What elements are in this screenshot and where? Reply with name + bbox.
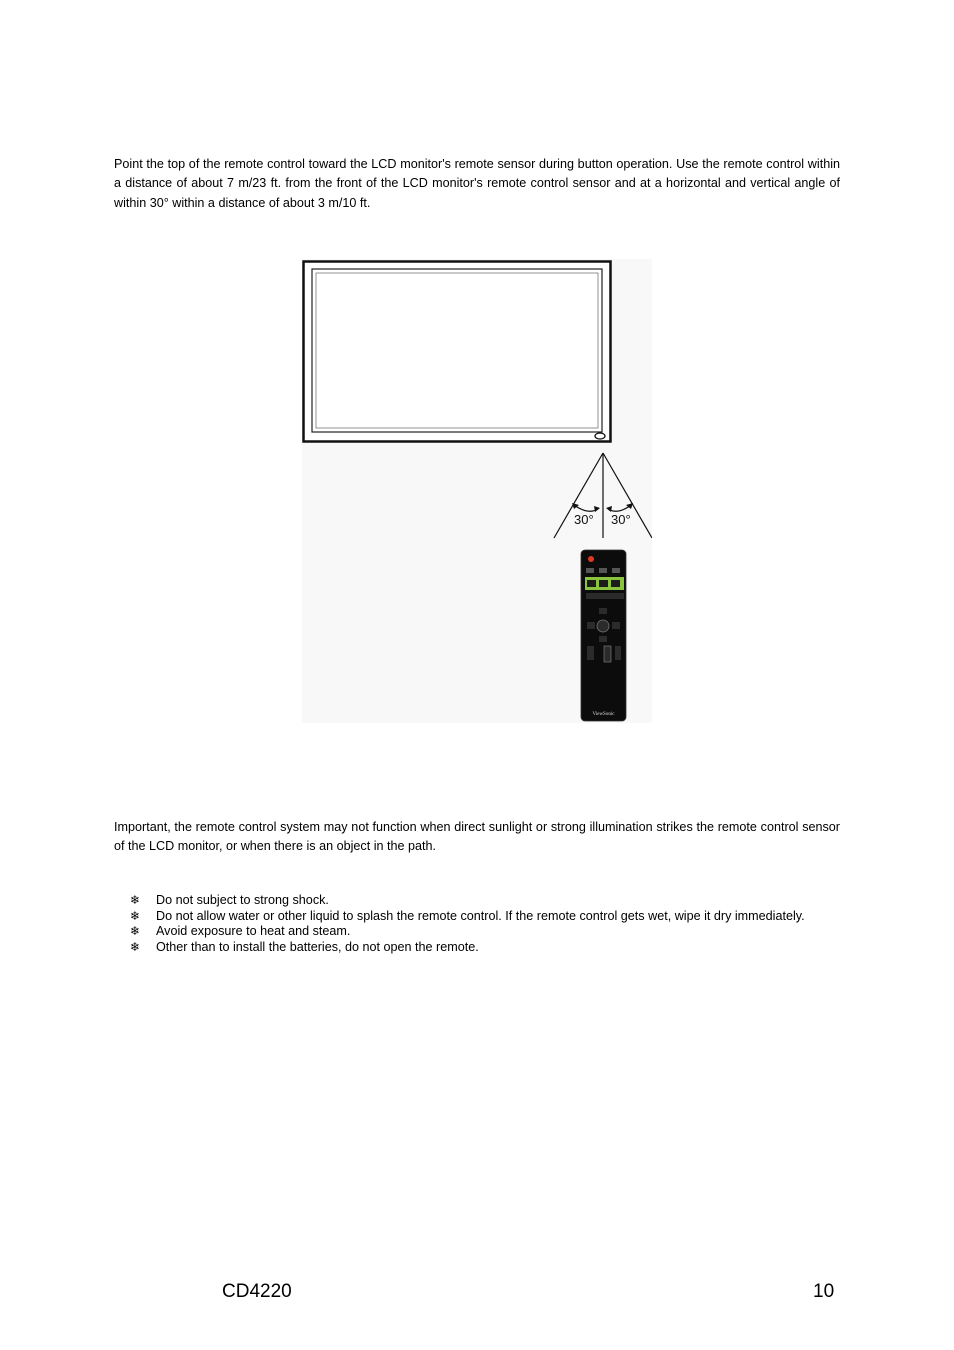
snowflake-bullet-icon: ❄ [129, 939, 141, 954]
page-number: 10 [813, 1281, 835, 1302]
footer-model-name: CD4220 [222, 1281, 292, 1302]
list-item-text: Do not subject to strong shock. [156, 893, 329, 907]
list-item-text: Avoid exposure to heat and steam. [156, 924, 351, 939]
list-item [128, 893, 808, 909]
power-button-icon [588, 556, 594, 562]
list-item-text: Do not allow water or other liquid to splash the remote control. If the remote control gets wet, wipe it dry immediately. [156, 908, 805, 923]
important-note: Important, the remote control system may not function when direct sunlight or strong illumination strikes the remote control sensor of the LCD monitor, or when there is an object in the path. [114, 819, 840, 854]
remote-pointing-instructions: Point the top of the remote control toward the LCD monitor's remote sensor during button operation. Use the remote control within a distance of about 7 m/23 ft. from the front of the LCD monitor's remote control sensor and at a horizontal and vertical angle of within 30° within a distance of about 3 m/10 ft. [114, 156, 840, 210]
remote-sensor-icon [595, 433, 605, 439]
right-angle-label: 30° [611, 512, 631, 527]
operating-range-diagram [302, 259, 652, 723]
precautions-list [128, 893, 808, 955]
list-item [128, 940, 808, 956]
remote-operating-range-figure [302, 259, 652, 723]
snowflake-bullet-icon: ❄ [129, 924, 141, 939]
left-angle-label: 30° [574, 512, 594, 527]
lcd-monitor-illustration [304, 262, 611, 442]
enter-button-icon [597, 620, 609, 632]
list-item [128, 909, 808, 925]
list-item-text: Other than to install the batteries, do not open the remote. [156, 939, 479, 954]
snowflake-bullet-icon: ❄ [129, 893, 141, 907]
snowflake-bullet-icon: ❄ [129, 908, 141, 923]
remote-control-illustration [581, 550, 626, 721]
remote-brand-label: ViewSonic [592, 712, 615, 717]
list-item [128, 924, 808, 940]
